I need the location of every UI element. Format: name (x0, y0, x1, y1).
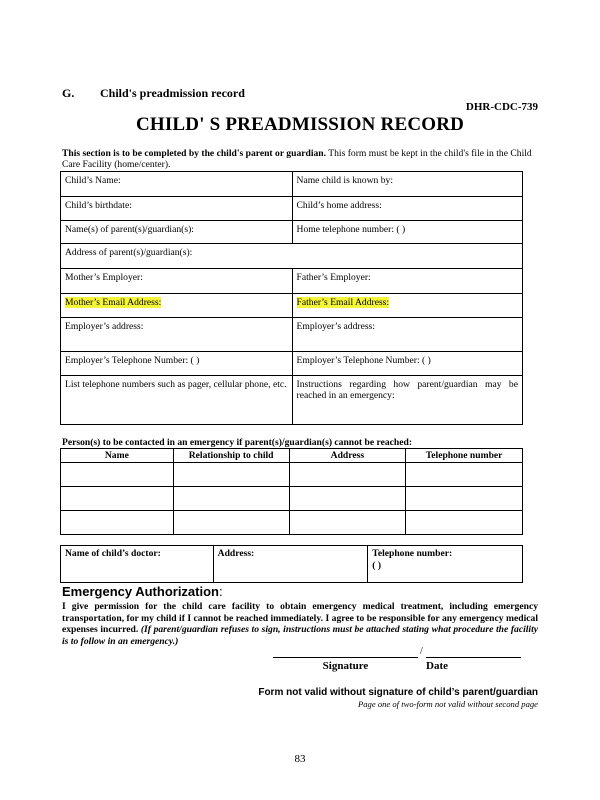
contact-cell[interactable] (289, 463, 406, 487)
doctor-address-field[interactable]: Address: (213, 546, 368, 583)
signature-label: Signature (322, 660, 369, 672)
contact-cell[interactable] (61, 463, 174, 487)
father-email-field[interactable] (292, 294, 522, 318)
date-line[interactable] (426, 657, 521, 658)
contact-cell[interactable] (173, 463, 289, 487)
table-row (61, 463, 523, 487)
employer-address-2-field[interactable]: Employer’s address: (292, 318, 522, 352)
emergency-italic: (If parent/guardian refuses to sign, instructions must be attached stating what procedure the facility is to follow in an emergency.) (62, 624, 538, 647)
emergency-heading (62, 584, 223, 599)
doctor-table (60, 545, 523, 583)
doctor-phone-field[interactable] (368, 546, 523, 583)
list-phones-field[interactable]: List telephone numbers such as pager, cellular phone, etc. (61, 376, 293, 425)
table-row (61, 511, 523, 535)
col-relationship: Relationship to child (173, 449, 289, 463)
section-heading (62, 86, 245, 101)
contact-cell[interactable] (61, 511, 174, 535)
mother-employer-field[interactable]: Mother’s Employer: (61, 269, 293, 294)
page-title: CHILD' S PREADMISSION RECORD (135, 114, 465, 135)
contacts-heading: Person(s) to be contacted in an emergency if parent(s)/guardian(s) cannot be reached: (62, 437, 413, 448)
col-name: Name (61, 449, 174, 463)
doctor-name-field[interactable]: Name of child’s doctor: (61, 546, 214, 583)
instructions-field[interactable]: Instructions regarding how parent/guardian may be reached in an emergency: (292, 376, 522, 425)
section-letter: G. (62, 86, 75, 100)
contact-cell[interactable] (406, 463, 523, 487)
page-note: Page one of two-form not valid without second page (358, 699, 538, 709)
father-email-label: Father’s Email Address: (296, 297, 390, 308)
form-number: DHR-CDC-739 (465, 101, 538, 113)
page-number: 83 (294, 753, 306, 765)
emergency-heading-text: Emergency Authorization (62, 584, 219, 599)
signature-line[interactable] (273, 657, 418, 658)
parent-names-field[interactable]: Name(s) of parent(s)/guardian(s): (61, 221, 293, 244)
section-title: Child's preadmission record (100, 86, 245, 100)
mother-email-field[interactable] (61, 294, 293, 318)
emergency-text (62, 601, 538, 647)
parent-address-field[interactable]: Address of parent(s)/guardian(s): (61, 244, 523, 269)
home-address-field[interactable]: Child’s home address: (292, 197, 522, 221)
contact-cell[interactable] (61, 487, 174, 511)
table-row (61, 487, 523, 511)
contact-cell[interactable] (406, 511, 523, 535)
employer-address-1-field[interactable]: Employer’s address: (61, 318, 293, 352)
intro-text (62, 148, 538, 170)
emergency-contacts-table (60, 448, 523, 535)
contact-cell[interactable] (173, 511, 289, 535)
col-telephone: Telephone number (406, 449, 523, 463)
name-known-by-field[interactable]: Name child is known by: (292, 172, 522, 197)
contact-cell[interactable] (406, 487, 523, 511)
doctor-phone-parens: ( ) (372, 560, 382, 571)
contact-cell[interactable] (173, 487, 289, 511)
contact-cell[interactable] (289, 487, 406, 511)
birthdate-field[interactable]: Child’s birthdate: (61, 197, 293, 221)
date-label: Date (426, 660, 448, 672)
doctor-phone-label: Telephone number: (372, 548, 453, 559)
intro-bold: This section is to be completed by the child's parent or guardian. (62, 148, 327, 159)
col-address: Address (289, 449, 406, 463)
validity-note: Form not valid without signature of child’s parent/guardian (258, 687, 538, 698)
intro-rest: This form must be kept in the child's file in the Child Care Facility (home/center). (62, 148, 532, 170)
childs-name-field[interactable]: Child’s Name: (61, 172, 293, 197)
signature-slash: / (420, 646, 423, 657)
child-info-table (60, 171, 523, 425)
father-employer-field[interactable]: Father’s Employer: (292, 269, 522, 294)
employer-phone-2-field[interactable]: Employer’s Telephone Number: ( ) (292, 352, 522, 376)
mother-email-label: Mother’s Email Address: (65, 297, 162, 308)
contact-cell[interactable] (289, 511, 406, 535)
emergency-body: I give permission for the child care facility to obtain emergency medical treatment, including emergency transportation, for my child if I cannot be reached immediately. I agree to be responsible for any emergency medical expenses incurred. (62, 601, 538, 635)
employer-phone-1-field[interactable]: Employer’s Telephone Number: ( ) (61, 352, 293, 376)
emergency-heading-colon: : (218, 584, 223, 599)
home-phone-field[interactable]: Home telephone number: ( ) (292, 221, 522, 244)
